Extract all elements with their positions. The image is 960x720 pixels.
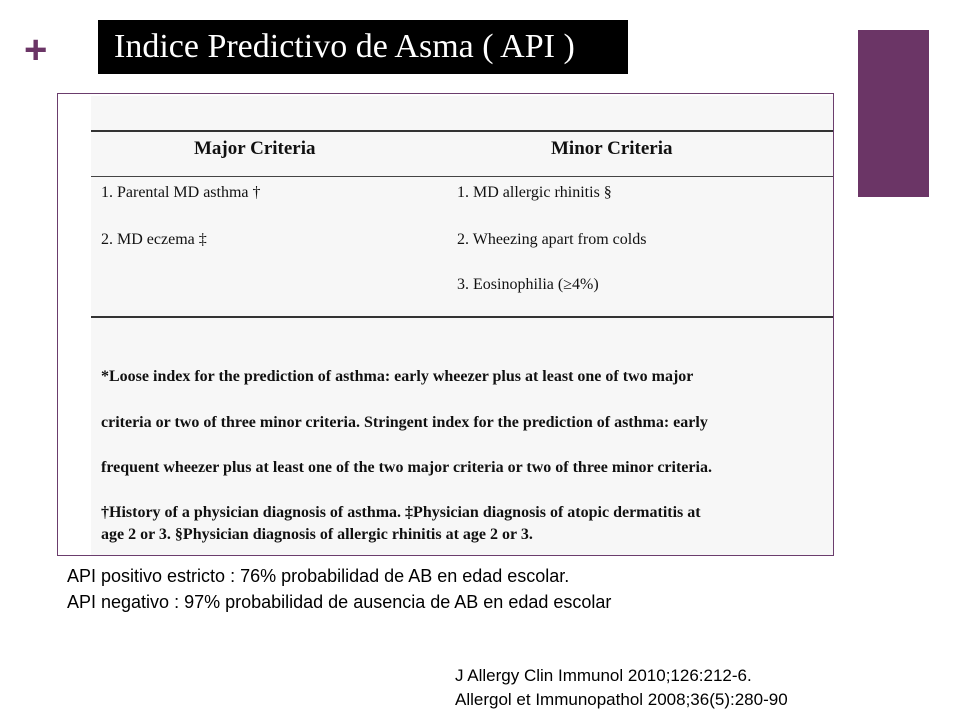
table-note-2: criteria or two of three minor criteria. Stringent index for the prediction of asthma: early <box>101 414 708 431</box>
table-top-rule <box>91 130 833 132</box>
slide-title: Indice Predictivo de Asma ( API ) <box>98 20 628 74</box>
minor-criterion-1: 1. MD allergic rhinitis § <box>457 184 612 201</box>
criteria-table <box>91 96 833 555</box>
table-note-3: frequent wheezer plus at least one of the two major criteria or two of three minor criteria. <box>101 459 712 476</box>
major-criterion-2: 2. MD eczema ‡ <box>101 231 207 248</box>
accent-bar <box>858 30 929 197</box>
table-bottom-rule <box>91 316 833 318</box>
reference-2: Allergol et Immunopathol 2008;36(5):280-90 <box>455 690 788 709</box>
table-note-5: age 2 or 3. §Physician diagnosis of allergic rhinitis at age 2 or 3. <box>101 526 533 543</box>
reference-1: J Allergy Clin Immunol 2010;126:212-6. <box>455 666 752 685</box>
major-criterion-1: 1. Parental MD asthma † <box>101 184 261 201</box>
minor-criterion-2: 2. Wheezing apart from colds <box>457 231 647 248</box>
table-note-1: *Loose index for the prediction of asthma: early wheezer plus at least one of two major <box>101 368 694 385</box>
header-minor-criteria: Minor Criteria <box>551 138 673 159</box>
table-note-4: †History of a physician diagnosis of asthma. ‡Physician diagnosis of atopic dermatitis at <box>101 504 701 521</box>
plus-icon: + <box>24 28 48 72</box>
minor-criterion-3: 3. Eosinophilia (≥4%) <box>457 276 599 293</box>
summary-line-positive: API positivo estricto : 76% probabilidad de AB en edad escolar. <box>67 566 570 586</box>
summary-line-negative: API negativo : 97% probabilidad de ausencia de AB en edad escolar <box>67 592 612 612</box>
criteria-table-image <box>57 93 834 556</box>
header-major-criteria: Major Criteria <box>194 138 316 159</box>
table-header-rule <box>91 176 833 177</box>
